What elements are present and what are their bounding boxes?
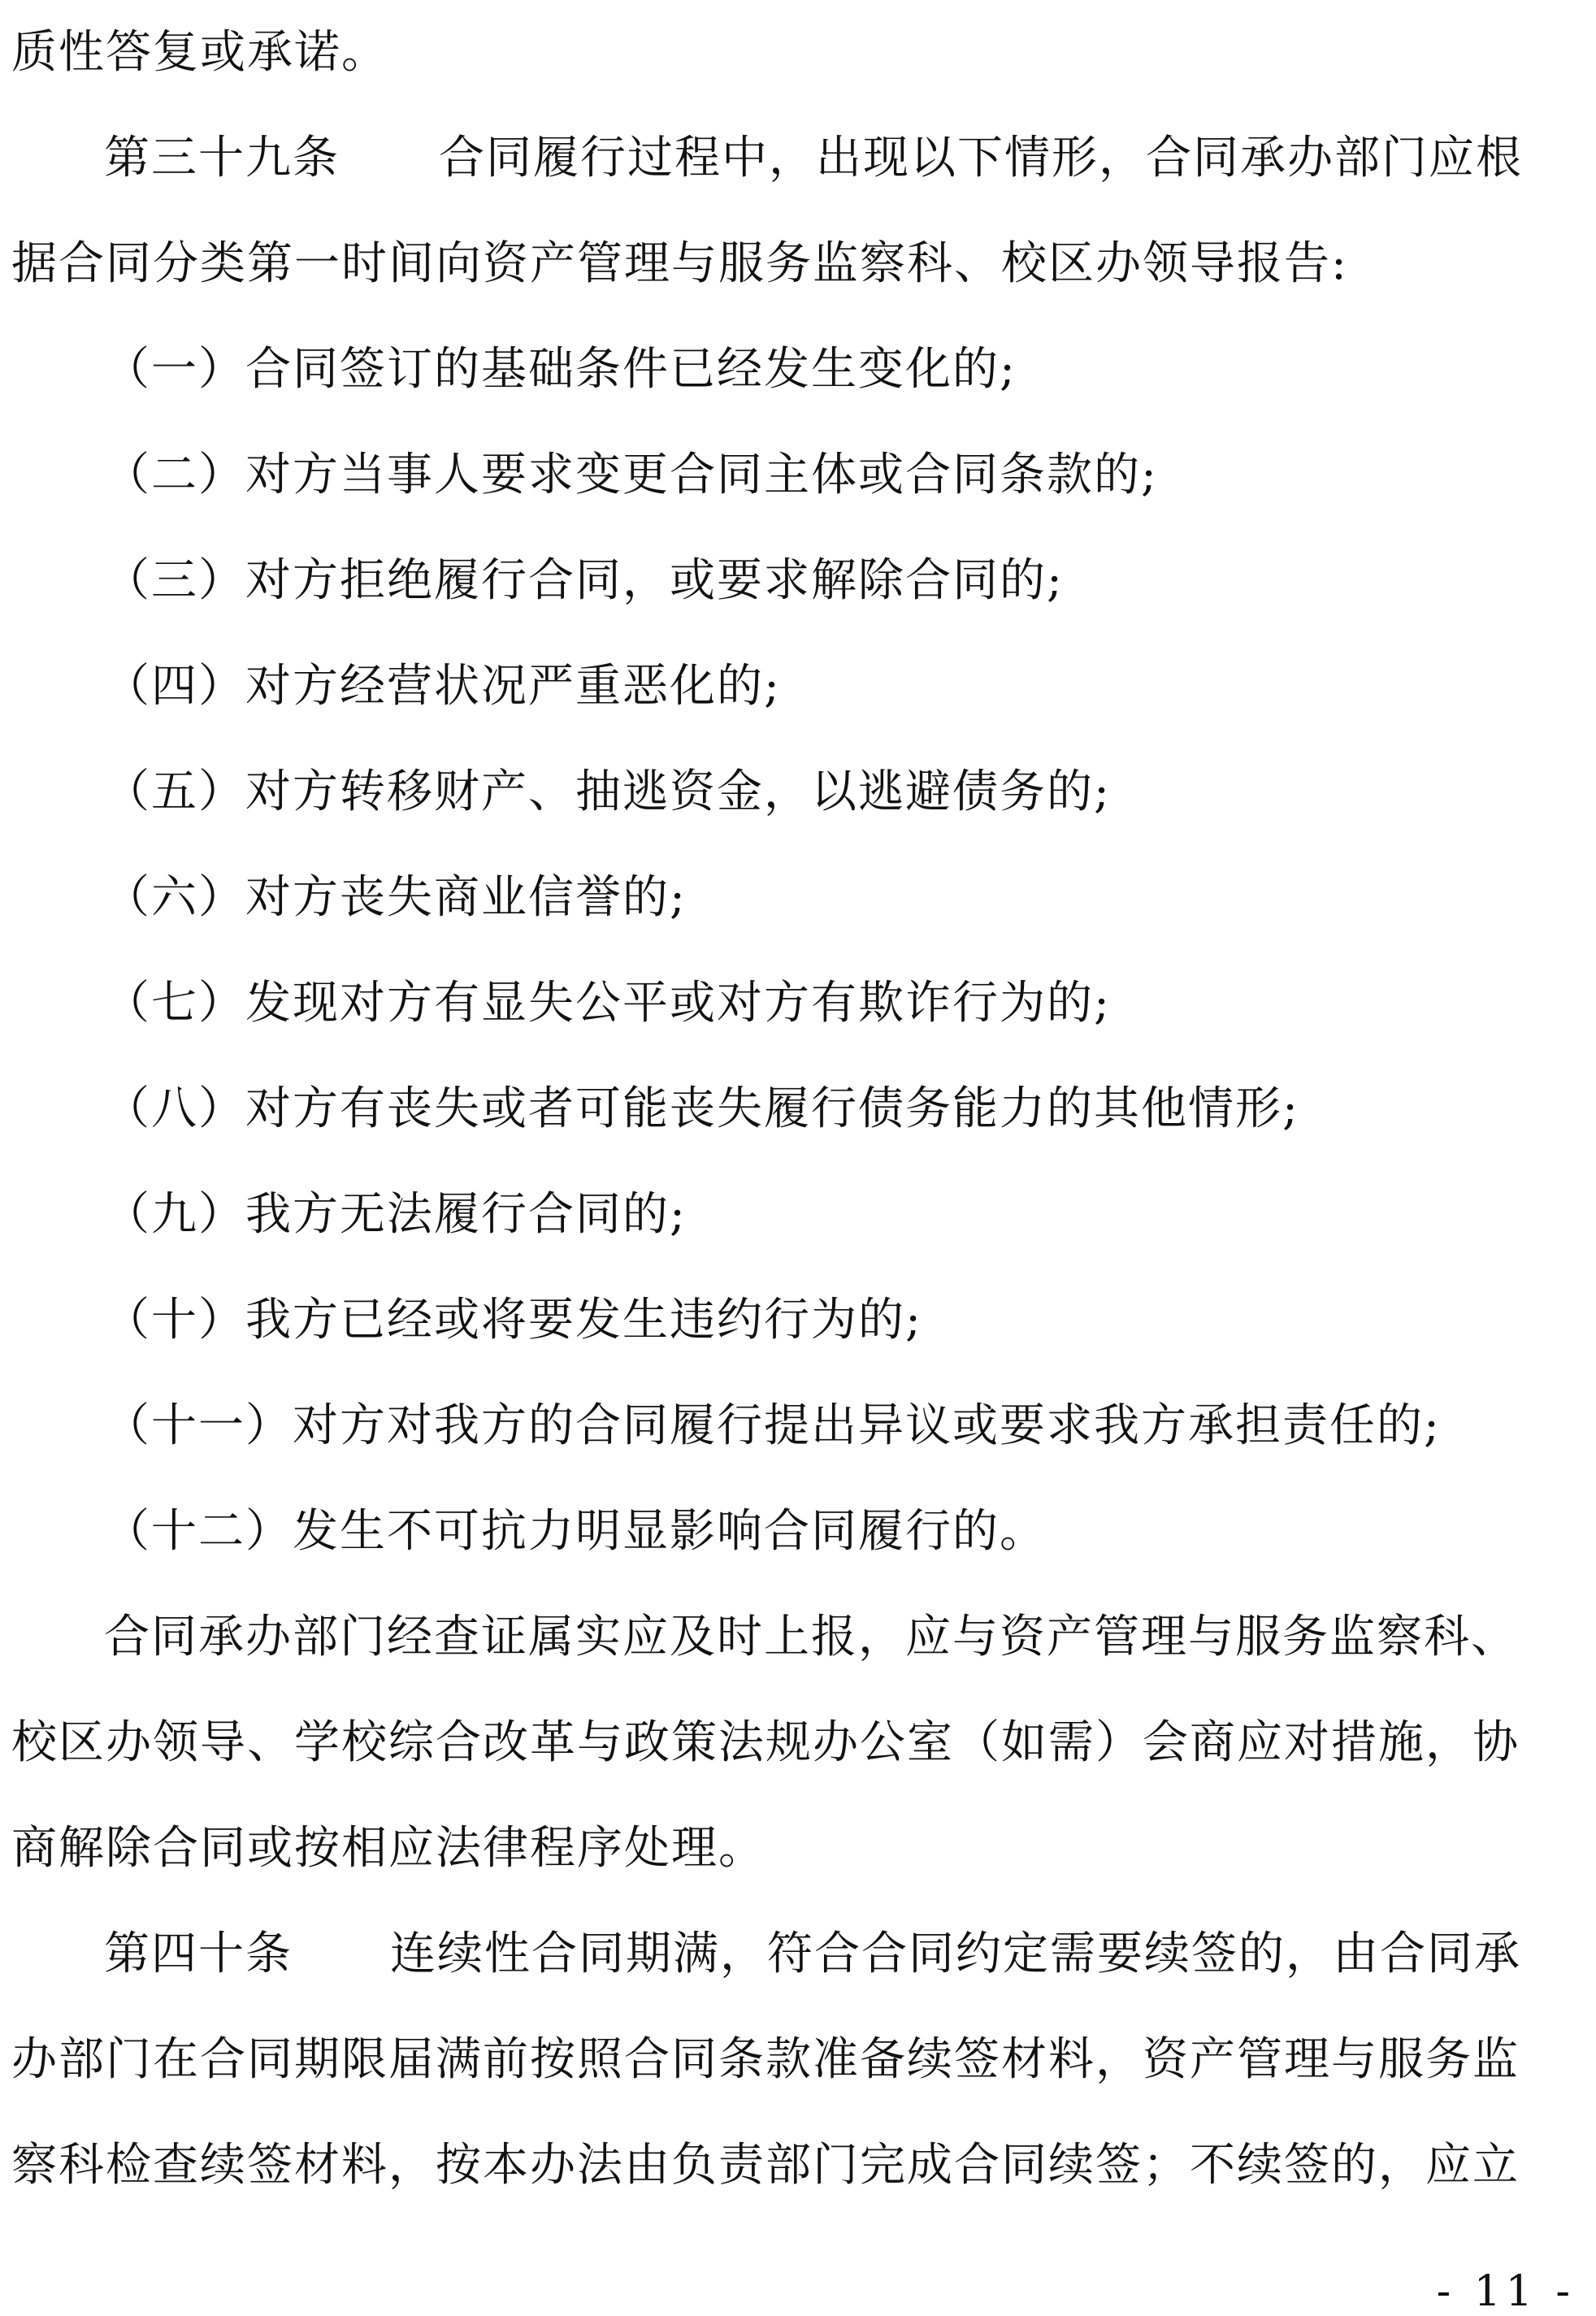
- list-item: （四）对方经营状况严重恶化的;: [104, 660, 781, 713]
- text-line: 校区办领导、学校综合改革与政策法规办公室（如需）会商应对措施，协: [11, 1716, 1520, 1769]
- list-item: （六）对方丧失商业信誉的;: [104, 871, 687, 924]
- list-item: （一）合同签订的基础条件已经发生变化的;: [104, 343, 1017, 396]
- text-line: 商解除合同或按相应法律程序处理。: [11, 1822, 765, 1875]
- article-number: 第四十条: [104, 1928, 293, 1980]
- page-number: - 11 -: [1436, 2267, 1575, 2316]
- text-line: 连续性合同期满，符合合同约定需要续签的，由合同承: [390, 1928, 1521, 1980]
- list-item: （二）对方当事人要求变更合同主体或合同条款的;: [104, 449, 1158, 501]
- text-line: 质性答复或承诺。: [11, 26, 388, 79]
- text-line: 合同承办部门经查证属实应及时上报，应与资产管理与服务监察科、: [104, 1611, 1518, 1663]
- text-line: 办部门在合同期限届满前按照合同条款准备续签材料，资产管理与服务监: [11, 2033, 1520, 2086]
- list-item: （八）对方有丧失或者可能丧失履行债务能力的其他情形;: [104, 1082, 1299, 1135]
- list-item: （十）我方已经或将要发生违约行为的;: [104, 1294, 922, 1347]
- list-item: （三）对方拒绝履行合同，或要求解除合同的;: [104, 554, 1064, 607]
- list-item: （七）发现对方有显失公平或对方有欺诈行为的;: [104, 977, 1111, 1030]
- text-line: 据合同分类第一时间向资产管理与服务监察科、校区办领导报告:: [11, 237, 1348, 290]
- article-40-line: [0, 1902, 1596, 2007]
- list-item: （九）我方无法履行合同的;: [104, 1188, 687, 1241]
- article-number: 第三十九条: [104, 132, 340, 184]
- list-item: （五）对方转移财产、抽逃资金，以逃避债务的;: [104, 765, 1111, 818]
- text-line: 察科检查续签材料，按本办法由负责部门完成合同续签；不续签的，应立: [11, 2139, 1520, 2192]
- text-line: 合同履行过程中，出现以下情形，合同承办部门应根: [439, 132, 1523, 184]
- list-item: （十一）对方对我方的合同履行提出异议或要求我方承担责任的;: [104, 1399, 1441, 1452]
- list-item: （十二）发生不可抗力明显影响合同履行的。: [104, 1505, 1047, 1558]
- article-39-line: [0, 106, 1596, 211]
